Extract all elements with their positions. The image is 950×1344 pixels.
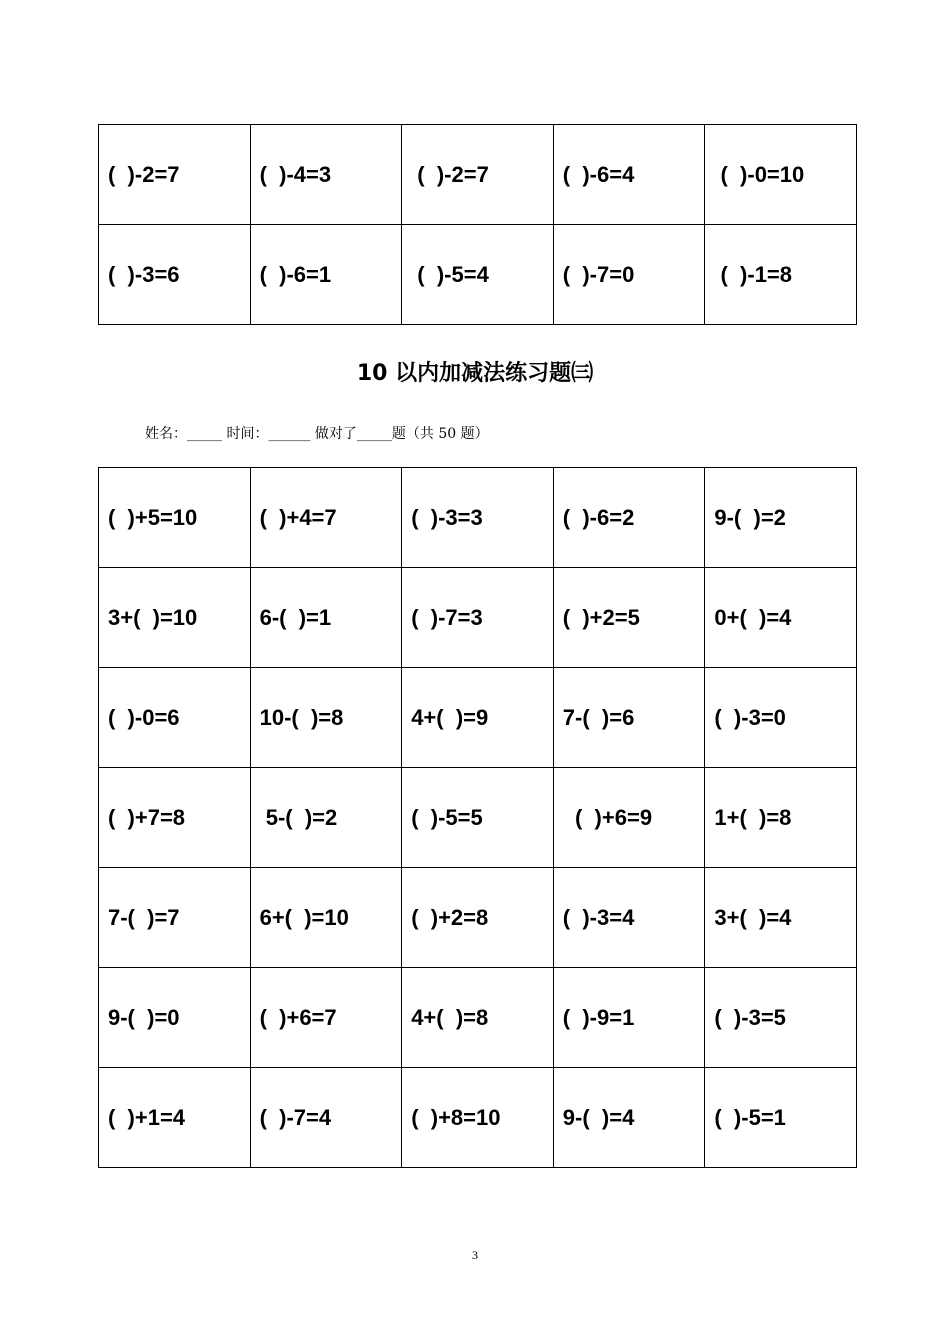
table-row — [99, 225, 857, 325]
worksheet-title: 10 以内加减法练习题㈢ — [356, 361, 594, 386]
problem-cell: ( )+7=8 — [99, 768, 251, 868]
problem-cell: 10-( )=8 — [250, 668, 402, 768]
problem-cell: ( )-2=7 — [99, 125, 251, 225]
problem-cell: ( )-7=3 — [402, 568, 554, 668]
problem-cell: ( )-5=1 — [705, 1068, 857, 1168]
problem-cell: ( )-7=0 — [553, 225, 705, 325]
problem-cell: ( )+4=7 — [250, 468, 402, 568]
table-row — [99, 768, 857, 868]
main-problem-table — [98, 467, 857, 1168]
table-row — [99, 668, 857, 768]
problem-cell: 0+( )=4 — [705, 568, 857, 668]
table-row — [99, 468, 857, 568]
problem-cell: ( )-9=1 — [553, 968, 705, 1068]
problem-cell: ( )+6=9 — [553, 768, 705, 868]
problem-cell: 3+( )=4 — [705, 868, 857, 968]
problem-cell: ( )-0=6 — [99, 668, 251, 768]
problem-cell: ( )-4=3 — [250, 125, 402, 225]
problem-cell: ( )-6=2 — [553, 468, 705, 568]
problem-cell: ( )-1=8 — [705, 225, 857, 325]
table-row — [99, 1068, 857, 1168]
problem-cell: ( )-6=4 — [553, 125, 705, 225]
problem-cell: ( )+8=10 — [402, 1068, 554, 1168]
page-number: 3 — [472, 1248, 478, 1262]
problem-cell: ( )-3=5 — [705, 968, 857, 1068]
student-info-line: 姓名：_____ 时间：______ 做对了_____题（共 50 题） — [145, 426, 489, 442]
problem-cell: 4+( )=8 — [402, 968, 554, 1068]
problem-cell: ( )-3=4 — [553, 868, 705, 968]
table-row — [99, 868, 857, 968]
table-row — [99, 125, 857, 225]
problem-cell: ( )-5=4 — [402, 225, 554, 325]
problem-cell: 4+( )=9 — [402, 668, 554, 768]
problem-cell: 7-( )=6 — [553, 668, 705, 768]
problem-cell: ( )+2=5 — [553, 568, 705, 668]
problem-cell: ( )-7=4 — [250, 1068, 402, 1168]
top-problem-table — [98, 124, 857, 325]
table-row — [99, 968, 857, 1068]
problem-cell: 6-( )=1 — [250, 568, 402, 668]
problem-cell: ( )-3=0 — [705, 668, 857, 768]
problem-cell: ( )+1=4 — [99, 1068, 251, 1168]
problem-cell: 9-( )=2 — [705, 468, 857, 568]
problem-cell: ( )-3=6 — [99, 225, 251, 325]
problem-cell: ( )-6=1 — [250, 225, 402, 325]
problem-cell: ( )+6=7 — [250, 968, 402, 1068]
problem-cell: 5-( )=2 — [250, 768, 402, 868]
problem-cell: ( )+2=8 — [402, 868, 554, 968]
problem-cell: ( )-2=7 — [402, 125, 554, 225]
problem-cell: 7-( )=7 — [99, 868, 251, 968]
problem-cell: 9-( )=0 — [99, 968, 251, 1068]
problem-cell: 6+( )=10 — [250, 868, 402, 968]
problem-cell: 9-( )=4 — [553, 1068, 705, 1168]
problem-cell: 3+( )=10 — [99, 568, 251, 668]
problem-cell: ( )-5=5 — [402, 768, 554, 868]
problem-cell: ( )+5=10 — [99, 468, 251, 568]
problem-cell: 1+( )=8 — [705, 768, 857, 868]
problem-cell: ( )-0=10 — [705, 125, 857, 225]
problem-cell: ( )-3=3 — [402, 468, 554, 568]
table-row — [99, 568, 857, 668]
